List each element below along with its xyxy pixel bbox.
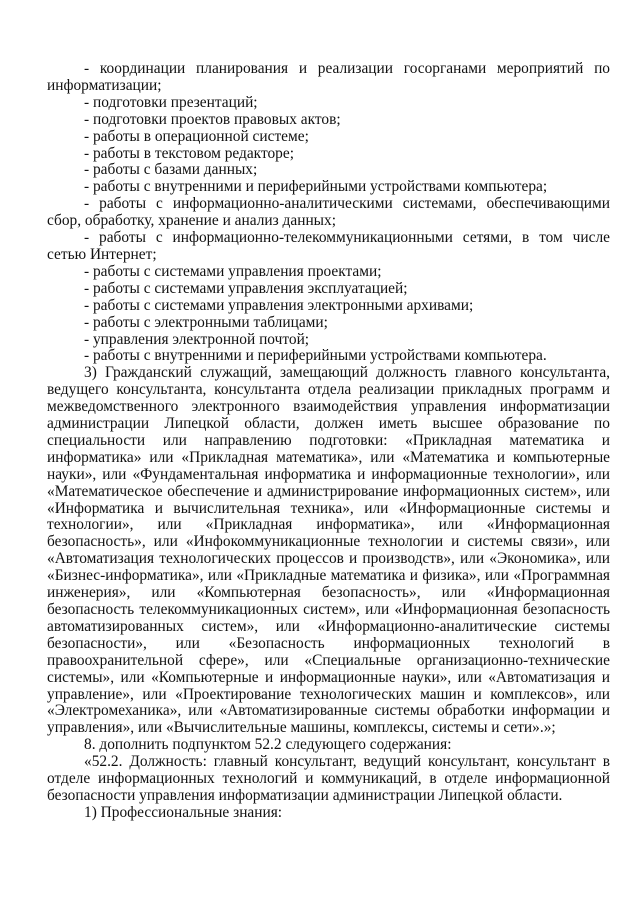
list-item-email: - управления электронной почтой; — [84, 330, 310, 348]
list-item-operations-management: - работы с системами управления эксплуатацией; — [84, 279, 408, 297]
list-item-operating-system: - работы в операционной системе; — [84, 127, 309, 145]
document-page — [47, 61, 610, 822]
paragraph-position-52-2: «52.2. Должность: главный консультант, ведущий консультант, консультант в отделе информационных технологий и коммуникаций, в отделе информационной безопасности управления информатизации администрации Липецкой области. — [47, 753, 610, 804]
list-item-telecom-networks: - работы с информационно-телекоммуникационными сетями, в том числе сетью Интернет; — [47, 229, 610, 263]
list-item-legal-acts: - подготовки проектов правовых актов; — [84, 110, 341, 128]
paragraph-amendment-8: 8. дополнить подпунктом 52.2 следующего содержания: — [84, 736, 452, 754]
list-item-databases: - работы с базами данных; — [84, 161, 258, 179]
list-item-presentations: - подготовки презентаций; — [84, 93, 258, 111]
paragraph-professional-knowledge: 1) Профессиональные знания: — [84, 803, 283, 821]
list-item-project-management: - работы с системами управления проектами; — [84, 262, 382, 280]
list-item-electronic-archives: - работы с системами управления электронными архивами; — [84, 296, 474, 314]
list-item-spreadsheets: - работы с электронными таблицами; — [84, 313, 328, 331]
list-item-coordination: - координации планирования и реализации госорганами мероприятий по информатизации; — [47, 60, 610, 94]
list-item-analytic-systems: - работы с информационно-аналитическими системами, обеспечивающими сбор, обработку, хранение и анализ данных; — [47, 195, 610, 230]
paragraph-education-requirements: 3) Гражданский служащий, замещающий должность главного консультанта, ведущего консультанта, консультанта отдела реализации прикладных программ и межведомственного электронного взаимодействия управления информатизации администрации Липецкой области, должен иметь высшее образование по специальности или направлению подготовки: «Прикладная математика и информатика» или «Прикладная математика», или «Математика и компьютерные науки», или «Фундаментальная информатика и информационные технологии», или «Математическое обеспечение и администрирование информационных систем», или «Информатика и вычислительная техника», или «Информационные системы и технологии», или «Прикладная информатика», или «Информационная безопасность», или «Инфокоммуникационные технологии и системы связи», или «Автоматизация технологических процессов и производств», или «Экономика», или «Бизнес-информатика», или «Прикладные математика и физика», или «Программная инженерия», или «Компьютерная безопасность», или «Информационная безопасность телекоммуникационных систем», или «Информационная безопасность автоматизированных систем», или «Информационно-аналитические системы безопасности», или «Безопасность информационных технологий в правоохранительной сфере», или «Специальные организационно-технические системы», или «Компьютерные и информационные науки», или «Автоматизация и управление», или «Проектирование технологических машин и комплексов», или «Электромеханика», или «Автоматизированные системы обработки информации и управления», или «Вычислительные машины, комплексы, системы и сети».»; — [47, 364, 610, 737]
list-item-text-editor: - работы в текстовом редакторе; — [84, 144, 294, 162]
list-item-peripheral-devices-2: - работы с внутренними и периферийными устройствами компьютера. — [84, 347, 547, 365]
list-item-peripheral-devices: - работы с внутренними и периферийными устройствами компьютера; — [84, 178, 548, 196]
